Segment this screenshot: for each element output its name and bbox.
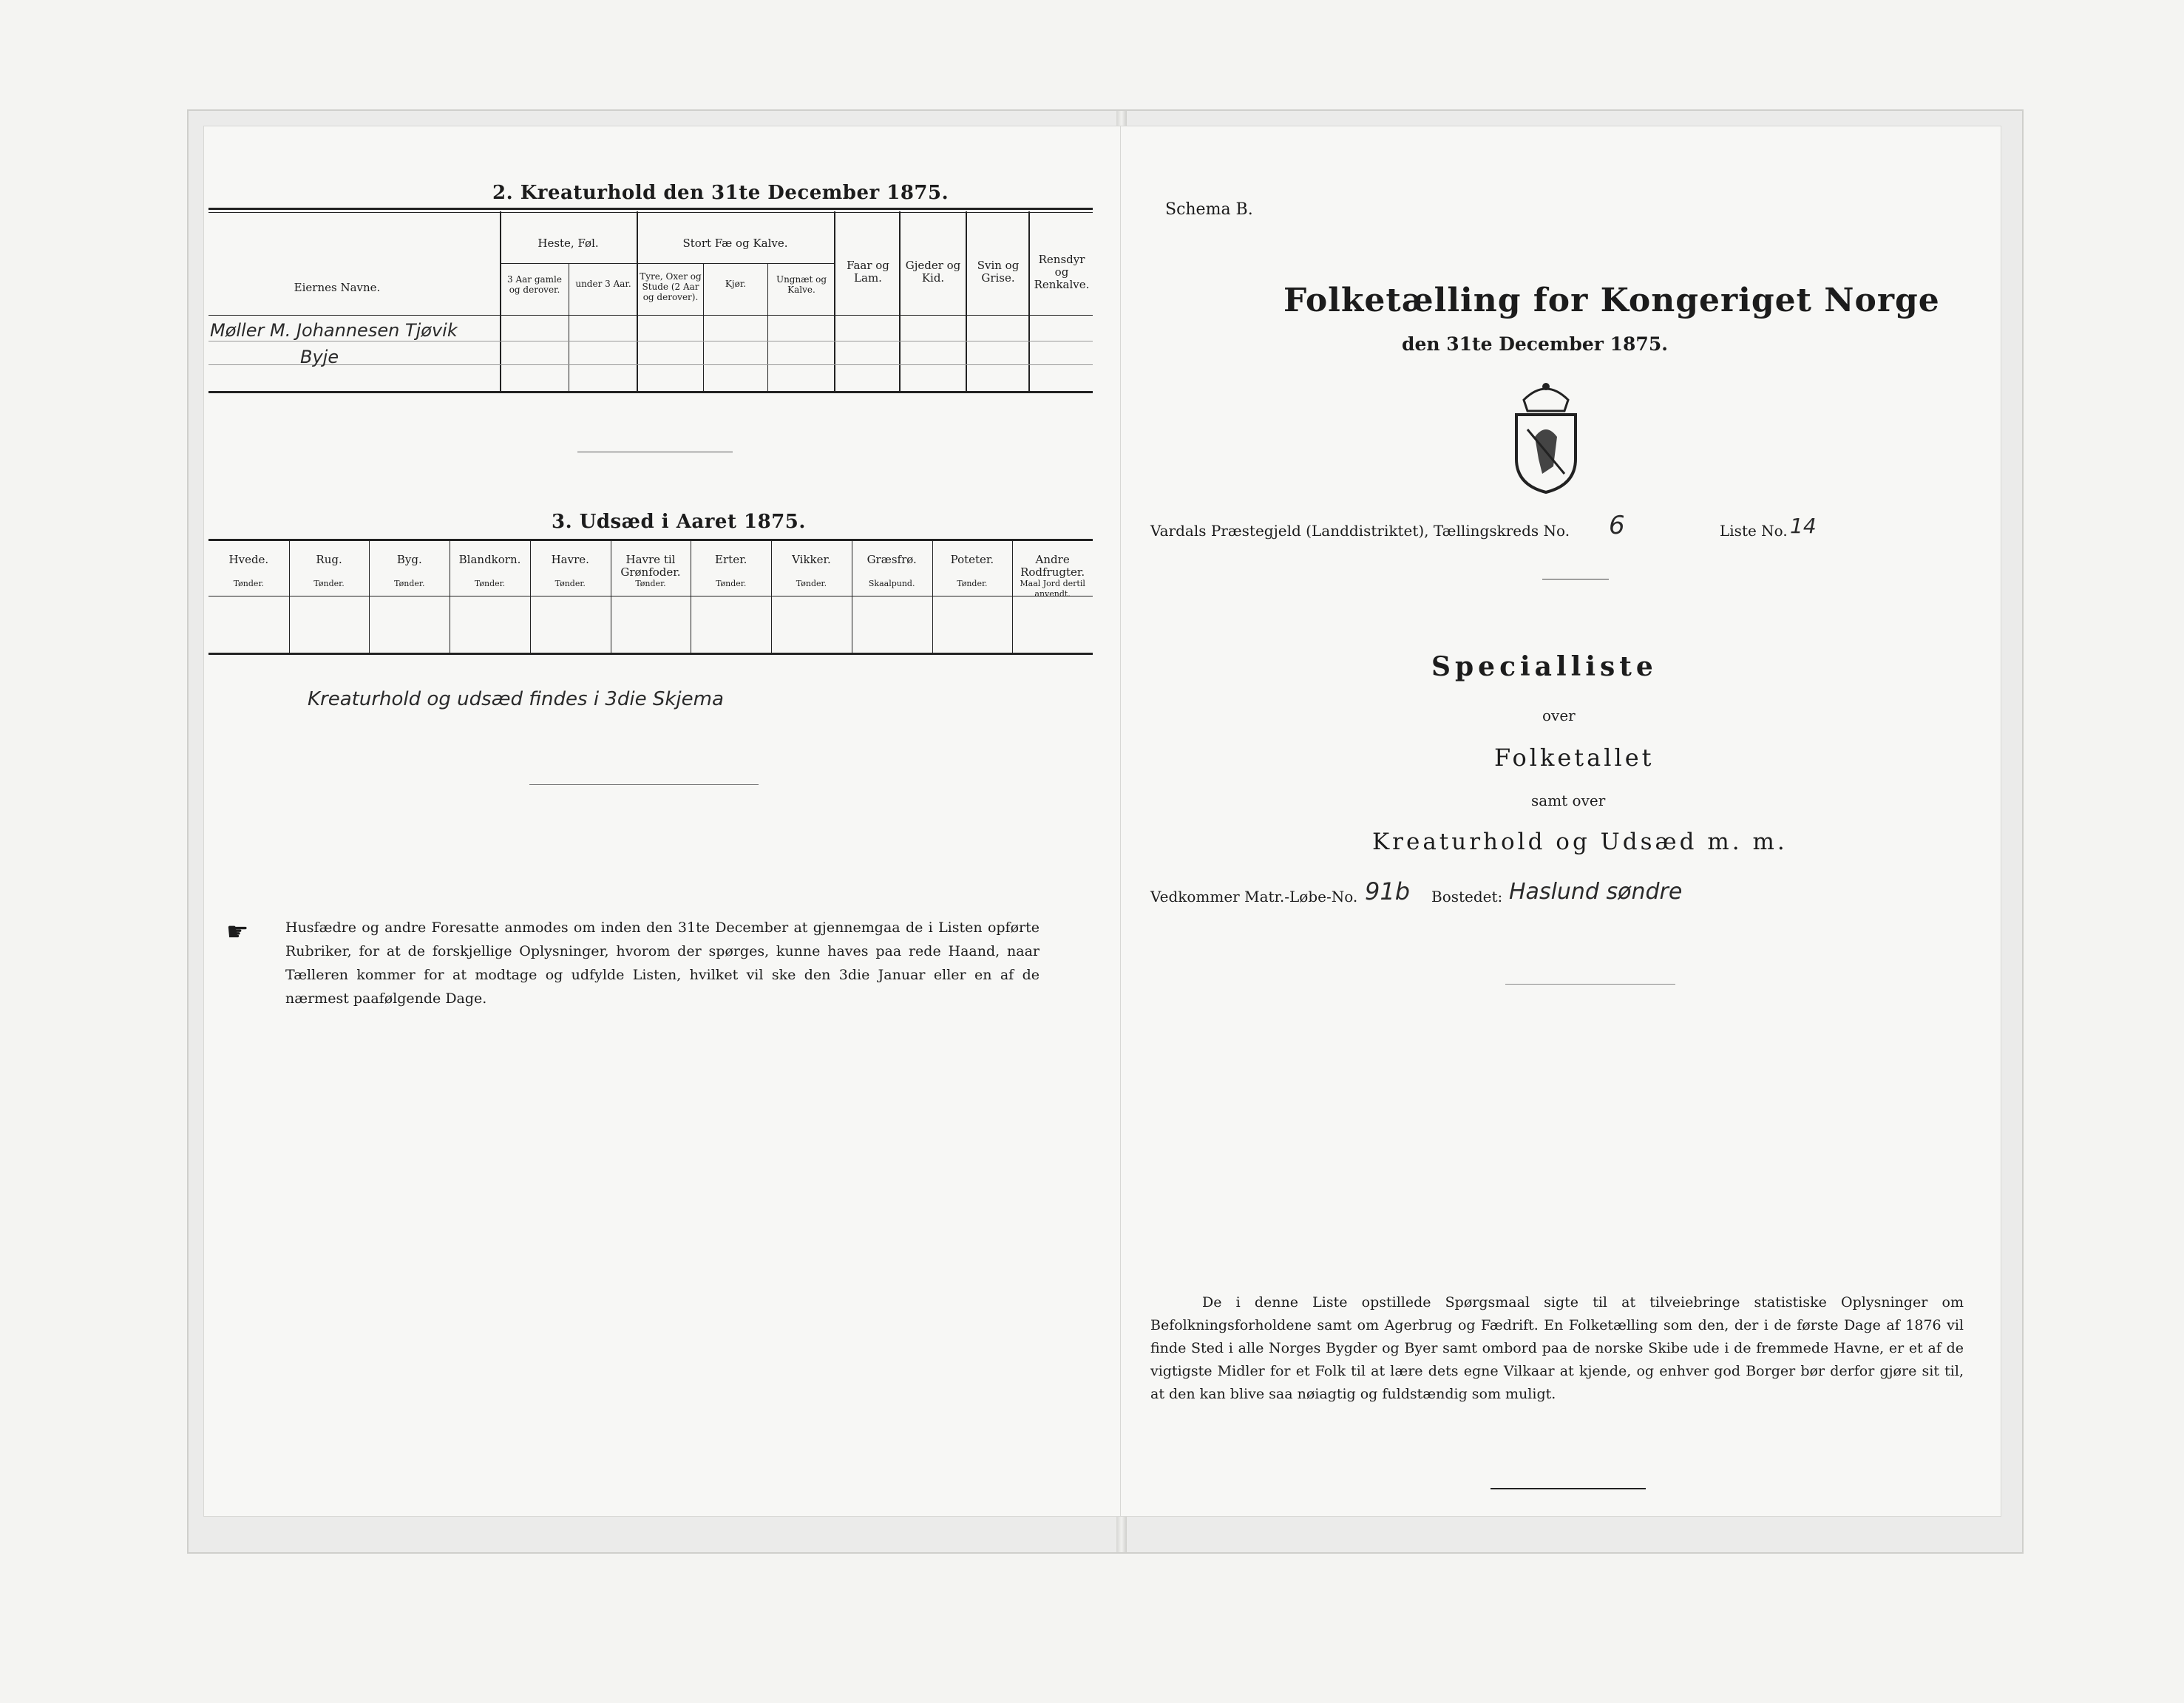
- sowing-col-header: Rug.: [316, 553, 342, 566]
- row-rule: [208, 364, 1093, 365]
- bosted-label: Bostedet:: [1431, 888, 1503, 905]
- sowing-col-header: Vikker.: [792, 553, 831, 566]
- sowing-col-unit: Tønder.: [957, 579, 988, 588]
- district-label: Vardals Præstegjeld (Landdistriktet), Tællingskreds No.: [1150, 522, 1570, 540]
- schema-label: Schema B.: [1165, 200, 1253, 219]
- bosted-value: Haslund søndre: [1509, 879, 1683, 905]
- col-horses-old: 3 Aar gamle og derover.: [507, 274, 562, 295]
- sowing-col-unit: Skaalpund.: [868, 579, 915, 588]
- hw-note: Kreaturhold og udsæd findes i 3die Skjema: [308, 688, 724, 710]
- hw-owner-name: Møller M. Johannesen Tjøvik: [210, 320, 458, 341]
- liste-number: 14: [1790, 514, 1817, 538]
- samt-over-label: samt over: [1531, 792, 1606, 809]
- district-number: 6: [1609, 511, 1625, 540]
- section3-title: 3. Udsæd i Aaret 1875.: [552, 511, 806, 533]
- header-rule: [208, 315, 1093, 316]
- group-cattle-header: Stort Fæ og Kalve.: [682, 237, 788, 250]
- sowing-col-unit: Tønder.: [394, 579, 425, 588]
- col-cows: Kjør.: [725, 279, 747, 289]
- sowing-col-divider: [1012, 539, 1013, 653]
- col-calves: Ungnæt og Kalve.: [776, 274, 827, 295]
- col-goats: Gjeder og Kid.: [905, 259, 961, 285]
- sowing-col-header: Erter.: [715, 553, 747, 566]
- sowing-col-unit: Tønder.: [716, 579, 747, 588]
- liste-label: Liste No.: [1720, 522, 1788, 540]
- separator-rule: [529, 784, 759, 785]
- left-page: [203, 126, 1122, 1517]
- sowing-col-header: Andre Rodfrugter.: [1020, 553, 1085, 579]
- hw-owner-place: Byje: [300, 347, 339, 367]
- sowing-col-header: Hvede.: [228, 553, 269, 566]
- sowing-col-divider: [289, 539, 290, 653]
- sowing-col-header: Poteter.: [950, 553, 994, 566]
- col-divider: [899, 211, 901, 392]
- kreaturhold-heading: Kreaturhold og Udsæd m. m.: [1372, 829, 1788, 855]
- col-reindeer: Rensdyr og Renkalve.: [1034, 253, 1090, 291]
- separator-rule: [1505, 984, 1675, 985]
- col-divider: [966, 211, 967, 392]
- over-label: over: [1542, 707, 1576, 724]
- table-top-rule: [208, 208, 1093, 210]
- col-sheep: Faar og Lam.: [847, 259, 889, 285]
- sowing-col-unit: Maal Jord dertil anvendt.: [1020, 579, 1085, 599]
- sowing-col-unit: Tønder.: [555, 579, 586, 588]
- document-spread: [189, 111, 2022, 1552]
- table-top-rule-thin: [208, 212, 1093, 213]
- col-horses-young: under 3 Aar.: [575, 279, 631, 289]
- col-divider: [1028, 211, 1030, 392]
- sowing-col-header: Blandkorn.: [458, 553, 521, 566]
- sowing-col-divider: [932, 539, 933, 653]
- col-divider: [767, 263, 768, 392]
- matr-number: 91b: [1365, 877, 1411, 905]
- matr-label: Vedkommer Matr.-Løbe-No.: [1150, 888, 1358, 905]
- coat-of-arms-icon: [1505, 378, 1587, 496]
- intro-paragraph: De i denne Liste opstillede Spørgsmaal sigte til at tilveiebringe statistiske Oplysninger om Befolkningsforholdene samt om Agerbrug og Fædrift. En Folketælling som den, der i de første Dage af 1876 vil finde Sted i alle Norges Bygder og Byer samt ombord paa de norske Skibe ude i de fremmede Havne, er et af de vigtigste Midler for et Folk til at lære dets egne Vilkaar at kjende, og enhver god Borger bør derfor gjøre sit til, at den kan blive saa nøiagtig og fuldstændig som muligt.: [1150, 1294, 1964, 1402]
- sowing-bottom-rule: [208, 653, 1093, 655]
- subtitle: den 31te December 1875.: [1402, 333, 1668, 355]
- sowing-col-divider: [369, 539, 370, 653]
- sowing-top-rule: [208, 539, 1093, 541]
- sowing-col-unit: Tønder.: [796, 579, 827, 588]
- folketallet-heading: Folketallet: [1494, 744, 1655, 772]
- sowing-col-divider: [771, 539, 772, 653]
- sowing-col-unit: Tønder.: [233, 579, 264, 588]
- group-horses-header: Heste, Føl.: [537, 237, 599, 250]
- main-title: Folketælling for Kongeriget Norge: [1283, 282, 1940, 319]
- col-divider: [703, 263, 704, 392]
- sowing-col-header: Græsfrø.: [867, 553, 917, 566]
- table-bottom-rule: [208, 391, 1093, 393]
- notice-paragraph: Husfædre og andre Foresatte anmodes om inden den 31te December at gjennemgaa de i Listen opførte Rubriker, for at de forskjellige Oplysninger, hvorom der spørges, kunne haves paa rede Haand, naar Tælleren kommer for at modtage og udfylde Listen, hvilket vil ske den 3die Januar eller en af de nærmest paafølgende Dage.: [285, 920, 1040, 1007]
- section2-title: 2. Kreaturhold den 31te December 1875.: [492, 182, 949, 204]
- sowing-col-header: Havre til Grønfoder.: [620, 553, 681, 579]
- sowing-col-unit: Tønder.: [474, 579, 506, 588]
- col-bulls: Tyre, Oxer og Stude (2 Aar og derover).: [640, 271, 702, 302]
- sowing-col-unit: Tønder.: [635, 579, 666, 588]
- pointing-hand-icon: ☛: [226, 917, 249, 947]
- sowing-col-divider: [530, 539, 531, 653]
- sowing-col-header: Byg.: [396, 553, 422, 566]
- group-rule: [500, 263, 835, 264]
- right-page: [1120, 126, 2001, 1517]
- col-pigs: Svin og Grise.: [977, 259, 1020, 285]
- sowing-col-unit: Tønder.: [313, 579, 345, 588]
- sowing-col-header: Havre.: [551, 553, 589, 566]
- specialliste-heading: Specialliste: [1431, 651, 1658, 682]
- col-divider: [834, 211, 835, 392]
- closing-rule: [1491, 1488, 1646, 1489]
- col-owner-header: Eiernes Navne.: [294, 281, 381, 294]
